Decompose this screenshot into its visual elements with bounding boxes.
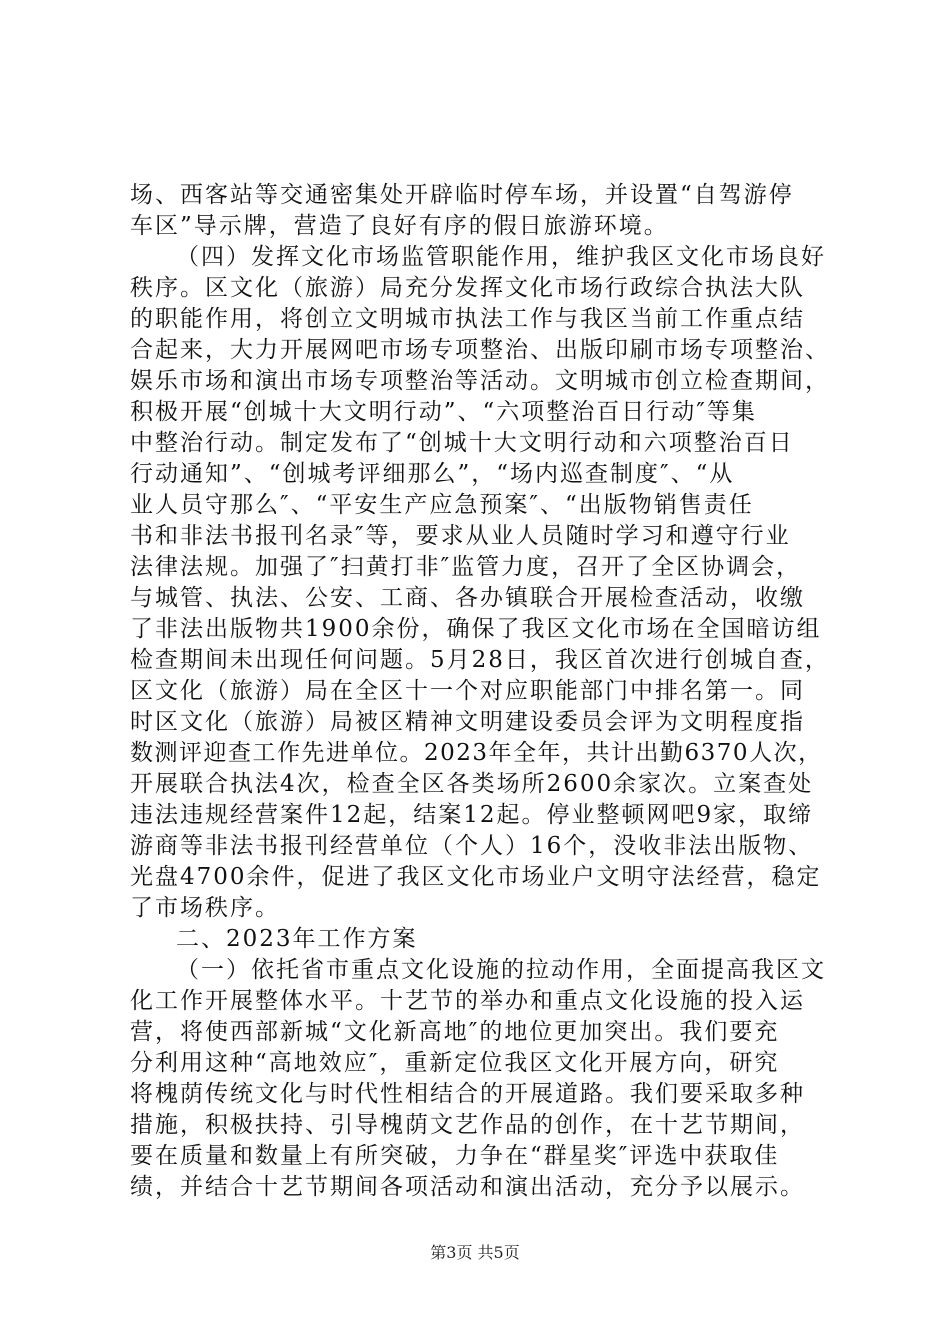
text-line: 秩序。区文化（旅游）局充分发挥文化市场行政综合执法大队	[130, 275, 805, 301]
text-line: 时区文化（旅游）局被区精神文明建设委员会评为文明程度指	[130, 709, 805, 735]
text-line: 将槐荫传统文化与时代性相结合的开展道路。我们要采取多种	[130, 1081, 805, 1107]
text-line: 违法违规经营案件12起，结案12起。停业整顿网吧9家，取缔	[130, 802, 814, 828]
paragraph-start: （一）依托省市重点文化设施的拉动作用，全面提高我区文	[176, 957, 826, 983]
text-line: 数测评迎查工作先进单位。2023年全年，共计出勤6370人次，	[130, 740, 823, 766]
text-line: 绩，并结合十艺节期间各项活动和演出活动，充分予以展示。	[130, 1174, 805, 1200]
text-line: 营，将使西部新城“文化新高地″的地位更加突出。我们要充	[130, 1019, 780, 1045]
section-heading: 二、2023年工作方案	[176, 926, 418, 952]
text-line: 游商等非法书报刊经营单位（个人）16个，没收非法出版物、	[130, 833, 814, 859]
text-line: 车区”导示牌，营造了良好有序的假日旅游环境。	[130, 213, 669, 239]
page-number-footer: 第3页 共5页	[430, 1243, 520, 1262]
text-line: 光盘4700余件，促进了我区文化市场业户文明守法经营，稳定	[130, 864, 822, 890]
text-line: 措施，积极扶持、引导槐荫文艺作品的创作，在十艺节期间，	[130, 1112, 805, 1138]
text-line: 合起来，大力开展网吧市场专项整治、出版印刷市场专项整治、	[130, 337, 830, 363]
text-line: 了市场秩序。	[130, 895, 280, 921]
text-line: 的职能作用，将创立文明城市执法工作与我区当前工作重点结	[130, 306, 805, 332]
text-line: 分利用这种“高地效应″，重新定位我区文化开展方向，研究	[130, 1050, 780, 1076]
text-line: 化工作开展整体水平。十艺节的举办和重点文化设施的投入运	[130, 988, 805, 1014]
text-line: 了非法出版物共1900余份，确保了我区文化市场在全国暗访组	[130, 616, 822, 642]
paragraph-start: （四）发挥文化市场监管职能作用，维护我区文化市场良好	[176, 244, 826, 270]
text-line: 场、西客站等交通密集处开辟临时停车场，并设置“自驾游停	[130, 182, 794, 208]
text-line: 业人员守那么″、“平安生产应急预案″、“出版物销售责任	[130, 492, 754, 518]
text-line: 中整治行动。制定发布了“创城十大文明行动和六项整治百日	[130, 430, 794, 456]
text-line: 开展联合执法4次，检查全区各类场所2600余家次。立案查处	[130, 771, 814, 797]
text-line: 积极开展“创城十大文明行动”、“六项整治百日行动″等集	[130, 399, 757, 425]
text-line: 娱乐市场和演出市场专项整治等活动。文明城市创立检查期间，	[130, 368, 830, 394]
text-line: 要在质量和数量上有所突破，力争在“群星奖″评选中获取佳	[130, 1143, 780, 1169]
text-line: 法律法规。加强了″扫黄打非″监管力度，召开了全区协调会，	[130, 554, 802, 580]
text-line: 行动通知”、“创城考评细那么”，“场内巡查制度″、“从	[130, 461, 735, 487]
text-line: 检查期间未出现任何问题。5月28日，我区首次进行创城自查，	[130, 647, 830, 673]
text-line: 书和非法书报刊名录″等，要求从业人员随时学习和遵守行业	[130, 523, 791, 549]
text-line: 与城管、执法、公安、工商、各办镇联合开展检查活动，收缴	[130, 585, 805, 611]
text-line: 区文化（旅游）局在全区十一个对应职能部门中排名第一。同	[130, 678, 805, 704]
